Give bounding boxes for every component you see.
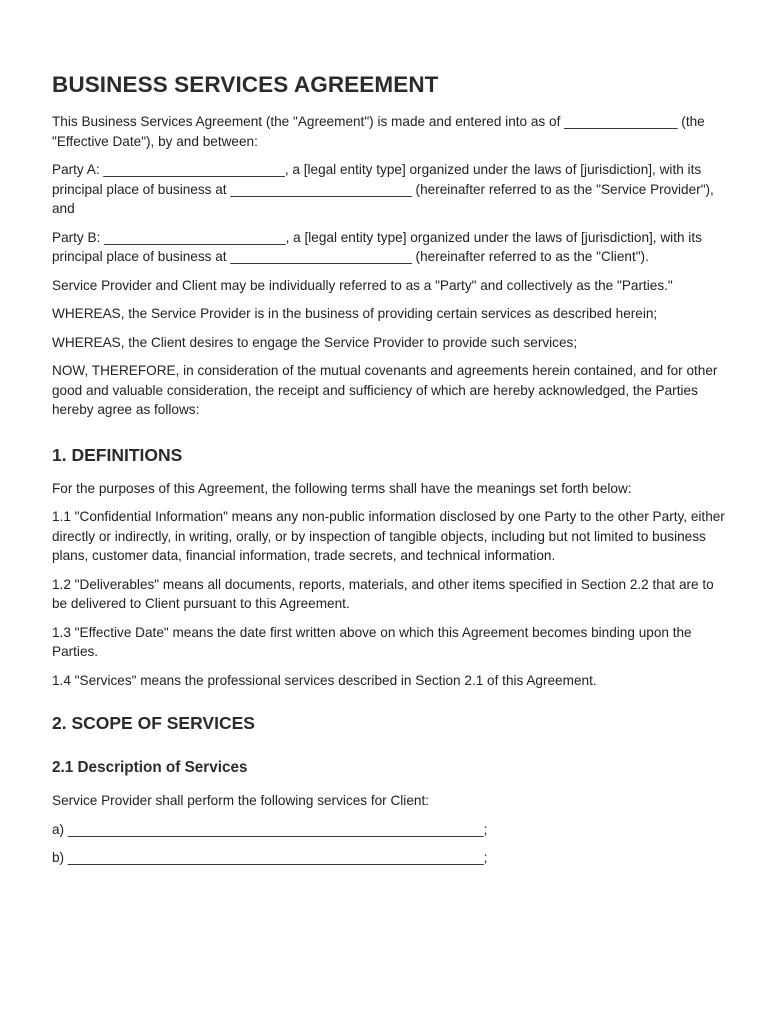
document-title: BUSINESS SERVICES AGREEMENT	[52, 72, 439, 97]
section-2-1-intro: Service Provider shall perform the following services for Client:	[52, 793, 429, 808]
section-2-heading: 2. SCOPE OF SERVICES	[52, 713, 255, 733]
service-line-b: b) _______________________________________________________;	[52, 850, 488, 865]
section-2-1-heading: 2.1 Description of Services	[52, 759, 248, 776]
definition-1-2: 1.2 "Deliverables" means all documents, reports, materials, and other items specified in Section 2.2 that are to be delivered to Client pursuant to this Agreement.	[52, 576, 714, 611]
document-page	[52, 70, 732, 877]
whereas-provider: WHEREAS, the Service Provider is in the business of providing certain services as described herein;	[52, 306, 658, 321]
section-1-intro: For the purposes of this Agreement, the following terms shall have the meanings set forth below:	[52, 480, 632, 496]
party-b-paragraph: Party B: ________________________, a [legal entity type] organized under the laws of [jurisdiction], with its principal place of business at ________________________ (hereinafter referred to as the "Client").	[52, 229, 702, 264]
definition-1-3: 1.3 "Effective Date" means the date first written above on which this Agreement becomes binding upon the Parties.	[52, 624, 692, 659]
party-a-paragraph: Party A: ________________________, a [legal entity type] organized under the laws of [jurisdiction], with its principal place of business at ________________________ (hereinafter referred to as the "Service Provider"), and	[52, 162, 714, 216]
parties-definition: Service Provider and Client may be individually referred to as a "Party" and collectively as the "Parties."	[52, 277, 673, 293]
section-1-heading: 1. DEFINITIONS	[52, 444, 183, 465]
now-therefore: NOW, THEREFORE, in consideration of the mutual covenants and agreements herein contained, and for other good and valuable consideration, the receipt and sufficiency of which are hereby acknowledged, the Parties hereby agree as follows:	[52, 363, 718, 417]
preamble-intro: This Business Services Agreement (the "Agreement") is made and entered into as of _______________ (the "Effective Date"), by and between:	[52, 114, 705, 149]
definition-1-1: 1.1 "Confidential Information" means any non-public information disclosed by one Party to the other Party, either directly or indirectly, in writing, orally, or by inspection of tangible objects, including but not limited to business plans, customer data, financial information, trade secrets, and technical information.	[52, 509, 725, 563]
definition-1-4: 1.4 "Services" means the professional services described in Section 2.1 of this Agreement.	[52, 672, 597, 688]
service-line-a: a) _______________________________________________________;	[52, 821, 488, 837]
whereas-client: WHEREAS, the Client desires to engage the Service Provider to provide such services;	[52, 334, 578, 350]
